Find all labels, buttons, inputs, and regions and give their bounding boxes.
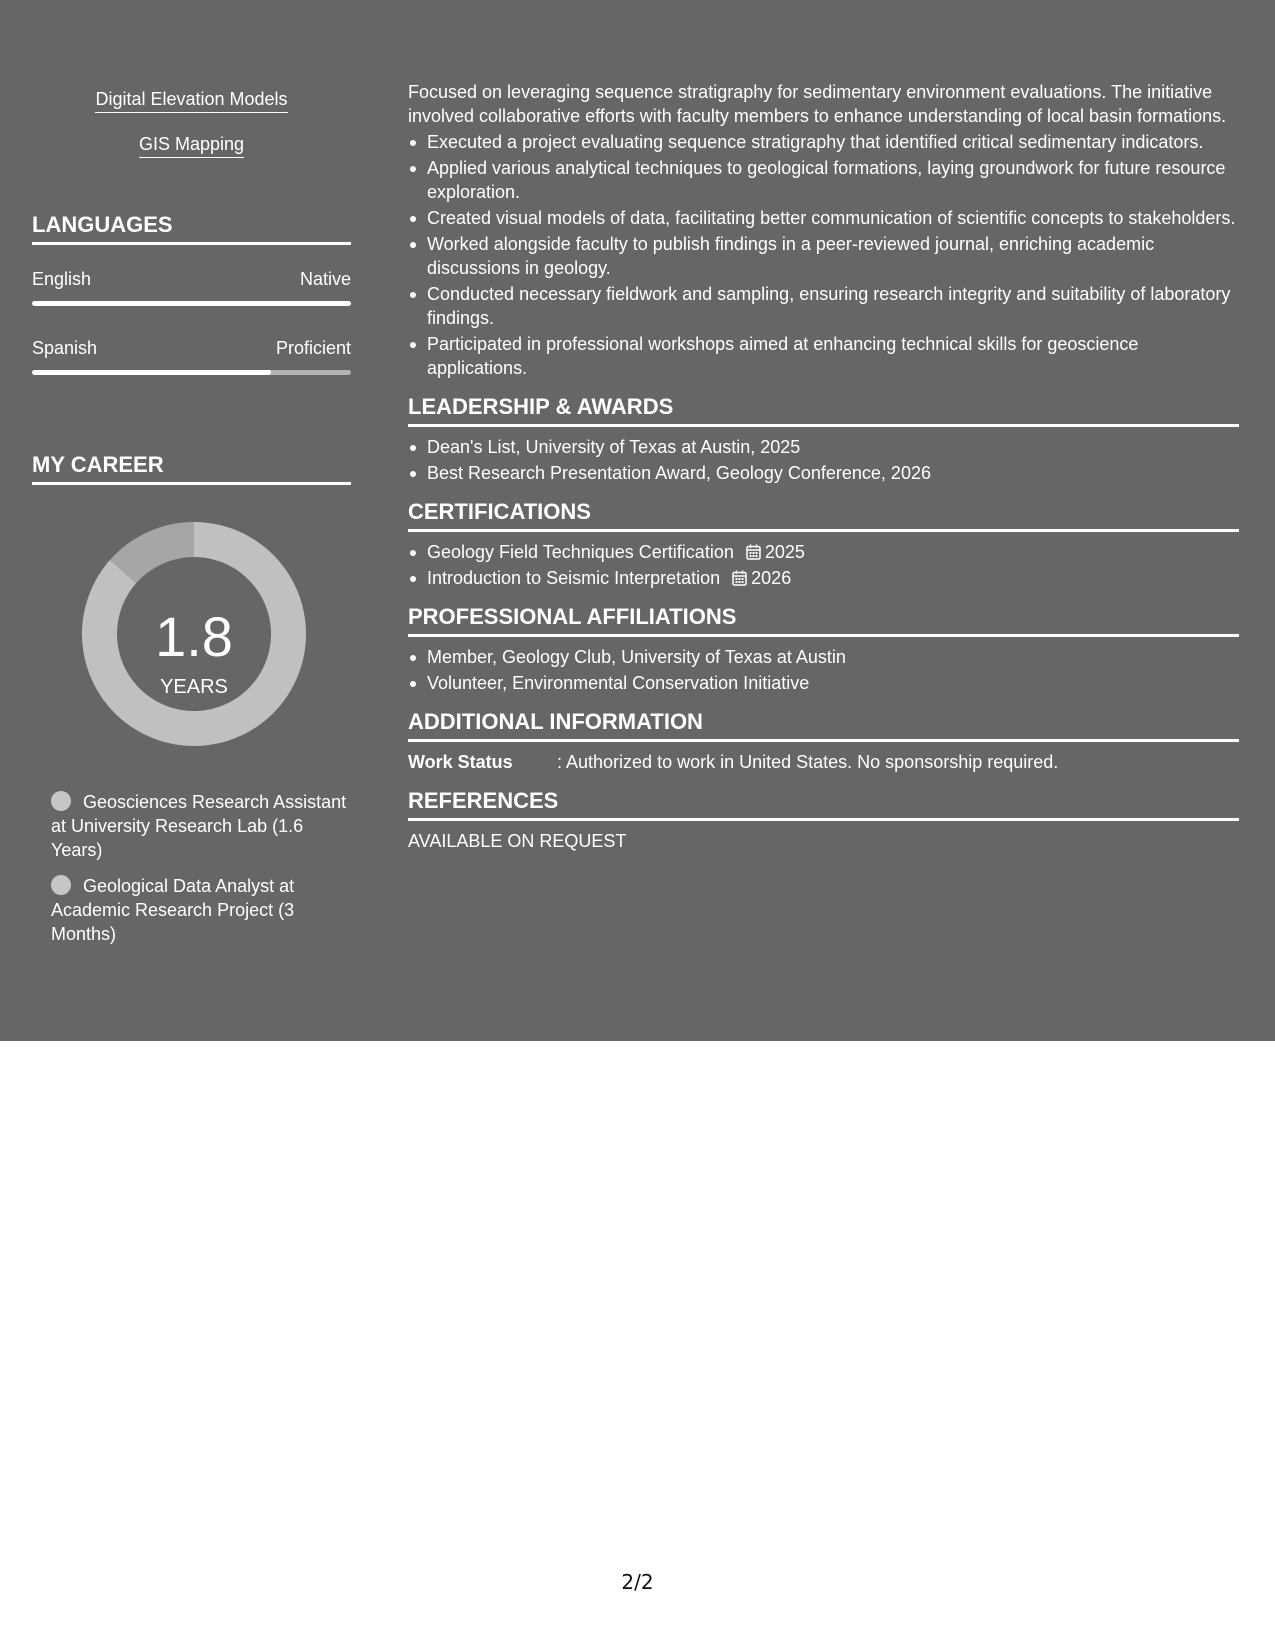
certifications-list (408, 540, 1239, 590)
languages-heading: LANGUAGES (32, 212, 351, 245)
work-status-label: Work Status (408, 752, 513, 772)
certification-name: Geology Field Techniques Certification (427, 542, 734, 562)
leadership-heading: LEADERSHIP & AWARDS (408, 394, 1239, 427)
language-proficiency-bar (32, 301, 351, 306)
language-proficiency-fill (32, 301, 351, 306)
language-proficiency-fill (32, 370, 271, 375)
career-list (51, 790, 351, 958)
list-item (408, 540, 1239, 564)
calendar-icon (746, 544, 761, 560)
language-level: Proficient (275, 338, 351, 358)
language-row-english (32, 268, 351, 312)
language-level: Native (299, 269, 351, 289)
list-item: Participated in professional workshops aimed at enhancing technical skills for geoscience applications. (408, 332, 1239, 380)
calendar-icon (732, 570, 747, 586)
affiliations-heading: PROFESSIONAL AFFILIATIONS (408, 604, 1239, 637)
certifications-heading: CERTIFICATIONS (408, 499, 1239, 532)
list-item: Best Research Presentation Award, Geology Conference, 2026 (408, 461, 1239, 485)
list-item: Created visual models of data, facilitating better communication of scientific concepts to stakeholders. (408, 206, 1239, 230)
references-heading: REFERENCES (408, 788, 1239, 821)
page-number: 2/2 (621, 1570, 654, 1594)
project-summary: Focused on leveraging sequence stratigraphy for sedimentary environment evaluations. The initiative involved collaborative efforts with faculty members to enhance understanding of local basin formations. (408, 82, 1227, 126)
legend-dot (51, 875, 71, 895)
references-text: AVAILABLE ON REQUEST (408, 831, 627, 851)
affiliations-list (408, 645, 1239, 695)
career-heading: MY CAREER (32, 452, 351, 485)
certification-name: Introduction to Seismic Interpretation (427, 568, 721, 588)
skill-link-digital-elevation-models[interactable] (32, 88, 351, 113)
leadership-list (408, 435, 1239, 485)
career-item (51, 790, 351, 862)
list-item: Conducted necessary fieldwork and sampling, ensuring research integrity and suitability of laboratory findings. (408, 282, 1239, 330)
career-item-text: Geological Data Analyst at Academic Research Project (3 Months) (51, 876, 295, 944)
career-total-years: 1.8 (155, 605, 233, 668)
list-item: Worked alongside faculty to publish findings in a peer-reviewed journal, enriching academic discussions in geology. (408, 232, 1239, 280)
list-item: Dean's List, University of Texas at Austin, 2025 (408, 435, 1239, 459)
career-item-text: Geosciences Research Assistant at University Research Lab (1.6 Years) (51, 792, 347, 860)
main-content (408, 80, 1239, 853)
project-bullets (408, 130, 1239, 380)
certification-year: 2025 (764, 542, 805, 562)
career-donut-chart (66, 506, 322, 762)
list-item: Executed a project evaluating sequence stratigraphy that identified critical sedimentary indicators. (408, 130, 1239, 154)
language-row-spanish (32, 337, 351, 381)
sidebar (32, 0, 351, 1041)
language-proficiency-bar (32, 370, 351, 375)
career-years-unit: YEARS (160, 676, 228, 698)
list-item: Member, Geology Club, University of Texas at Austin (408, 645, 1239, 669)
career-item (51, 874, 351, 946)
language-name: English (32, 269, 92, 289)
additional-info-heading: ADDITIONAL INFORMATION (408, 709, 1239, 742)
list-item: Volunteer, Environmental Conservation Initiative (408, 671, 1239, 695)
legend-dot (51, 791, 71, 811)
skill-link-gis-mapping[interactable] (32, 133, 351, 158)
list-item: Applied various analytical techniques to geological formations, laying groundwork for future resource exploration. (408, 156, 1239, 204)
skill-label: GIS Mapping (139, 133, 244, 158)
work-status-row (408, 750, 1239, 774)
work-status-value: : Authorized to work in United States. No sponsorship required. (557, 752, 1059, 772)
skill-label: Digital Elevation Models (95, 88, 287, 113)
language-name: Spanish (32, 338, 98, 358)
certification-year: 2026 (751, 568, 792, 588)
list-item (408, 566, 1239, 590)
